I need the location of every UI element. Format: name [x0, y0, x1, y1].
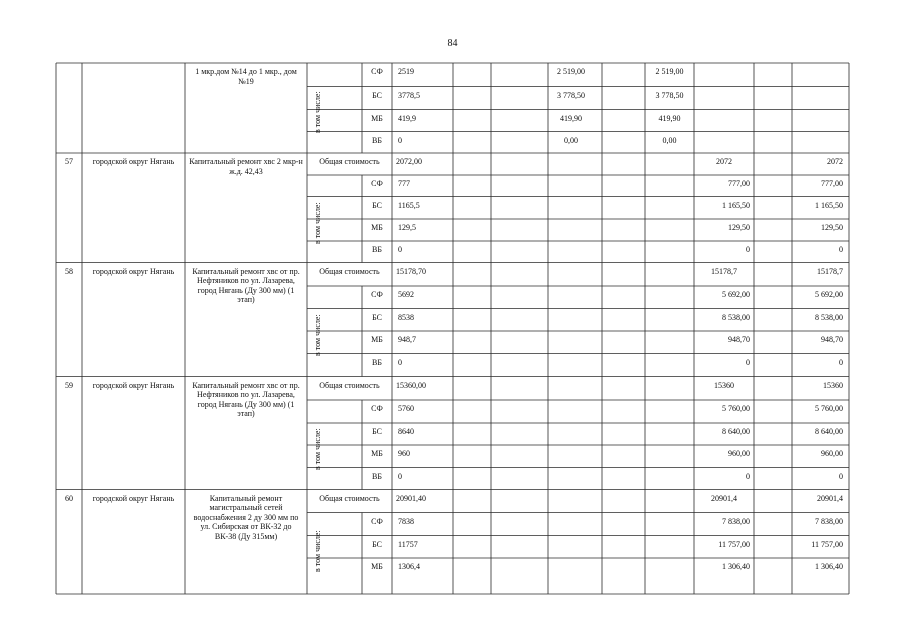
year-c-value: 5 760,00: [722, 404, 750, 413]
sum-value: 0: [839, 245, 843, 254]
year-c-value: 11 757,00: [718, 539, 750, 549]
fund-value: 0: [398, 357, 402, 367]
included-vertical-label: в том числе:: [313, 91, 322, 133]
object-description: Капитальный ремонт магистральный сетей водоснабжения 2 ду 300 мм по ул. Сибирская от ВК-32 до ВК-38 (Ду 315мм): [193, 493, 299, 541]
sum-value: 0: [839, 471, 843, 481]
year-c-value: 960,00: [728, 449, 750, 458]
total-year-value: 15178,7: [711, 266, 737, 276]
total-sum-value: 2072: [827, 157, 843, 166]
year-c-value: 7 838,00: [722, 516, 750, 526]
fund-value: 0: [398, 471, 402, 481]
fund-type: БС: [372, 90, 382, 100]
total-year-value: 15360: [714, 380, 734, 390]
fund-value: 3778,5: [398, 90, 420, 100]
sum-value: 7 838,00: [815, 516, 843, 526]
included-vertical-label: в том числе:: [313, 428, 322, 470]
total-sum-value: 15360: [823, 380, 843, 390]
row-number: 58: [65, 266, 73, 276]
object-description: Капитальный ремонт хвс 2 мкр-н ж.д. 42,43: [189, 157, 303, 176]
year-c-value: 129,50: [728, 223, 750, 232]
sum-value: 960,00: [821, 449, 843, 458]
fund-value: 5760: [398, 404, 414, 413]
included-vertical-label: в том числе:: [313, 314, 322, 357]
total-cost-label: Общая стоимость: [319, 380, 380, 390]
total-cost-label: Общая стоимость: [319, 266, 380, 276]
fund-type: МБ: [371, 335, 383, 344]
fund-value: 8538: [398, 312, 414, 322]
year-b-value: 3 778,50: [655, 90, 684, 100]
year-c-value: 1 165,50: [722, 200, 750, 210]
included-vertical-label: в том числе:: [313, 202, 322, 244]
sum-value: 948,70: [821, 335, 843, 344]
total-sum-value: 20901,4: [817, 493, 843, 503]
fund-type: МБ: [371, 113, 383, 123]
year-c-value: 0: [746, 357, 750, 367]
year-a-value: 3 778,50: [557, 90, 585, 100]
year-c-value: 8 640,00: [722, 427, 750, 436]
year-c-value: 0: [746, 471, 750, 481]
fund-value: 129,5: [398, 223, 416, 232]
fund-type: СФ: [371, 67, 383, 76]
year-b-value: 419,90: [658, 113, 681, 123]
year-c-value: 948,70: [728, 335, 750, 344]
year-c-value: 5 692,00: [722, 290, 750, 299]
sum-value: 8 538,00: [815, 312, 843, 322]
fund-value: 948,7: [398, 335, 416, 344]
total-cost-value: 15360,00: [396, 380, 426, 390]
fund-value: 0: [398, 135, 402, 145]
fund-type: БС: [372, 539, 382, 549]
fund-type: МБ: [371, 223, 383, 232]
fund-value: 1306,4: [398, 562, 420, 571]
included-vertical-label: в том числе:: [313, 529, 322, 572]
total-sum-value: 15178,7: [817, 266, 843, 276]
fund-value: 11757: [398, 539, 418, 549]
object-description: Капитальный ремонт хвс от пр. Нефтяников по ул. Лазарева, город Нягань (Ду 300 мм) (1 этап): [192, 266, 300, 304]
fund-type: СФ: [371, 516, 383, 526]
total-cost-label: Общая стоимость: [319, 157, 380, 166]
year-c-value: 777,00: [728, 179, 750, 188]
year-b-value: 0,00: [662, 135, 677, 145]
sum-value: 129,50: [821, 223, 843, 232]
sum-value: 5 692,00: [815, 290, 843, 299]
fund-value: 777: [398, 179, 410, 188]
sum-value: 777,00: [821, 179, 843, 188]
municipality-name: городской округ Нягань: [92, 157, 175, 166]
total-cost-value: 2072,00: [396, 157, 422, 166]
total-year-value: 20901,4: [711, 493, 737, 503]
sum-value: 5 760,00: [815, 404, 843, 413]
municipality-name: городской округ Нягань: [92, 266, 175, 276]
year-a-value: 2 519,00: [557, 67, 585, 76]
fund-value: 960: [398, 449, 410, 458]
fund-type: СФ: [371, 290, 383, 299]
fund-type: ВБ: [372, 357, 382, 367]
total-year-value: 2072: [716, 157, 732, 166]
fund-type: БС: [372, 427, 382, 436]
municipality-name: городской округ Нягань: [92, 493, 175, 503]
total-cost-label: Общая стоимость: [319, 493, 380, 503]
year-a-value: 0,00: [564, 135, 578, 145]
total-cost-value: 15178,70: [396, 266, 426, 276]
sum-value: 11 757,00: [811, 539, 843, 549]
row-number: 57: [65, 157, 73, 166]
fund-value: 1165,5: [398, 200, 420, 210]
fund-type: СФ: [371, 179, 383, 188]
fund-value: 7838: [398, 516, 414, 526]
row-number: 59: [65, 380, 73, 390]
year-b-value: 2 519,00: [655, 67, 684, 76]
fund-type: ВБ: [372, 135, 382, 145]
year-c-value: 1 306,40: [722, 562, 750, 571]
sum-value: 8 640,00: [815, 427, 843, 436]
year-a-value: 419,90: [560, 113, 582, 123]
year-c-value: 8 538,00: [722, 312, 750, 322]
fund-value: 2519: [398, 67, 414, 76]
sum-value: 0: [839, 357, 843, 367]
municipality-name: городской округ Нягань: [92, 380, 175, 390]
fund-type: СФ: [371, 404, 383, 413]
row-number: 60: [65, 493, 73, 503]
total-cost-value: 20901,40: [396, 493, 426, 503]
page-number: 84: [447, 38, 458, 49]
sum-value: 1 306,40: [815, 562, 843, 571]
fund-type: МБ: [371, 562, 383, 571]
year-c-value: 0: [746, 245, 750, 254]
fund-type: ВБ: [372, 245, 382, 254]
fund-type: БС: [372, 200, 382, 210]
fund-value: 419,9: [398, 113, 416, 123]
fund-value: 0: [398, 245, 402, 254]
fund-value: 5692: [398, 290, 414, 299]
fund-type: БС: [372, 312, 382, 322]
fund-value: 8640: [398, 427, 414, 436]
object-description: 1 мкр.дом №14 до 1 мкр., дом №19: [195, 67, 297, 86]
sum-value: 1 165,50: [815, 200, 843, 210]
fund-type: ВБ: [372, 471, 382, 481]
object-description: Капитальный ремонт хвс от пр. Нефтяников по ул. Лазарева, город Нягань (Ду 300 мм) (1 этап): [192, 380, 300, 418]
fund-type: МБ: [371, 449, 383, 458]
